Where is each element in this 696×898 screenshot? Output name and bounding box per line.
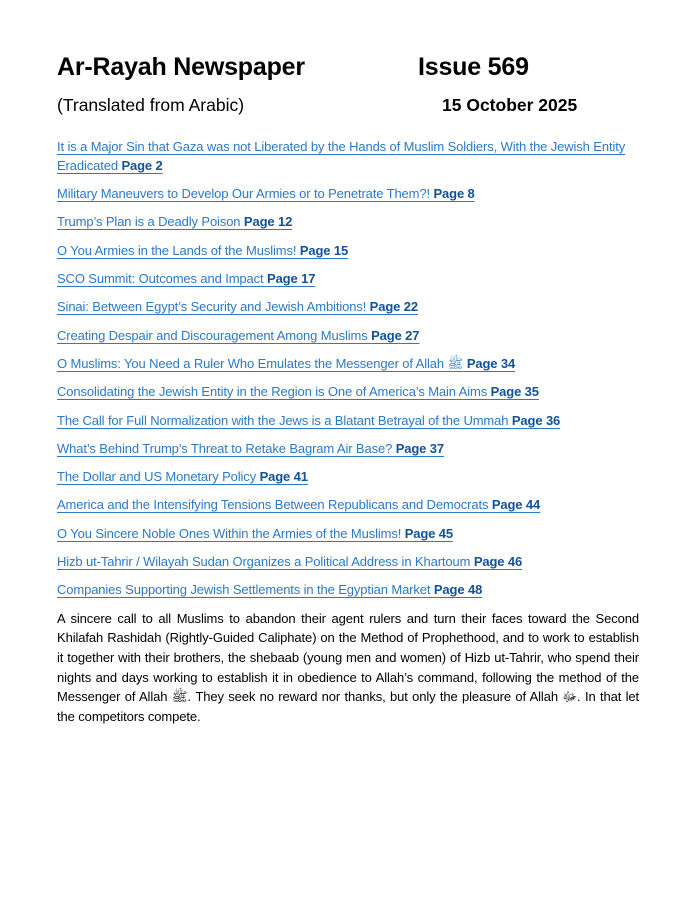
toc-link[interactable] [57, 467, 639, 486]
translation-note: (Translated from Arabic) [57, 95, 245, 116]
header-row-2 [57, 94, 639, 118]
toc-item-page: Page 17 [267, 271, 316, 287]
toc-item-title: SCO Summit: Outcomes and Impact [57, 271, 268, 287]
toc-link[interactable] [57, 354, 639, 373]
toc-item-page: Page 12 [243, 214, 293, 230]
toc-item-page: Page 46 [473, 554, 523, 570]
toc-item-title: Military Maneuvers to Develop Our Armies or to Penetrate Them?! [57, 186, 434, 202]
toc-link[interactable] [57, 326, 639, 345]
toc-link[interactable] [57, 524, 639, 543]
toc-item-title: The Dollar and US Monetary Policy [57, 469, 260, 485]
newspaper-title: Ar-Rayah Newspaper [57, 53, 305, 81]
toc-item-page: Page 41 [259, 469, 308, 485]
issue-number: Issue 569 [418, 53, 529, 81]
toc-link[interactable] [57, 184, 639, 203]
toc-item-page: Page 36 [511, 412, 561, 428]
toc-link[interactable] [57, 269, 639, 288]
toc-item-title: Trump’s Plan is a Deadly Poison [57, 214, 244, 230]
toc-item-page: Page 44 [491, 497, 541, 513]
toc-item-page: Page 2 [121, 157, 163, 173]
toc-link[interactable] [57, 580, 639, 599]
toc-link[interactable] [57, 439, 639, 458]
toc-item-page: Page 15 [299, 242, 349, 258]
toc-link[interactable] [57, 241, 639, 260]
toc-item-title: Companies Supporting Jewish Settlements in the Egyptian Market [57, 582, 434, 598]
toc-item-page: Page 48 [433, 582, 483, 598]
toc-link[interactable] [57, 137, 639, 175]
toc-item-title: It is a Major Sin that Gaza was not Liberated by the Hands of Muslim Soldiers, With the Jewish Entity Eradicated [57, 138, 626, 173]
toc-item-page: Page 22 [369, 299, 418, 315]
toc-item-title: O You Sincere Noble Ones Within the Armies of the Muslims! [57, 525, 405, 541]
toc-item-title: Consolidating the Jewish Entity in the Region is One of America’s Main Aims [57, 384, 491, 400]
toc-item-title: What’s Behind Trump’s Threat to Retake Bagram Air Base? [57, 440, 396, 456]
toc-item-title: Hizb ut-Tahrir / Wilayah Sudan Organizes a Political Address in Khartoum [57, 554, 474, 570]
toc-link[interactable] [57, 495, 639, 514]
toc-item-page: Page 27 [371, 327, 420, 343]
toc-item-title: America and the Intensifying Tensions Between Republicans and Democrats [57, 497, 492, 513]
toc-item-title: O You Armies in the Lands of the Muslims! [57, 242, 300, 258]
toc-link[interactable] [57, 212, 639, 231]
toc-item-title: O Muslims: You Need a Ruler Who Emulates the Messenger of Allah ﷺ [57, 355, 467, 371]
toc-link[interactable] [57, 552, 639, 571]
toc-item-page: Page 37 [395, 440, 444, 456]
toc-link[interactable] [57, 382, 639, 401]
toc-item-page: Page 34 [466, 355, 516, 371]
toc-item-page: Page 35 [490, 384, 539, 400]
issue-date: 15 October 2025 [442, 95, 578, 116]
toc-item-page: Page 8 [433, 186, 475, 202]
toc-item-title: Sinai: Between Egypt’s Security and Jewish Ambitions! [57, 299, 370, 315]
toc-item-page: Page 45 [404, 525, 454, 541]
toc-item-title: The Call for Full Normalization with the Jews is a Blatant Betrayal of the Ummah [57, 412, 512, 428]
closing-paragraph: A sincere call to all Muslims to abandon their agent rulers and turn their faces toward the Second Khilafah Rashidah (Rightly-Guided Caliphate) on the Method of Prophethood, and to work to establish it together with their brothers, the shebaab (young men and women) of Hizb ut-Tahrir, who spend their nights and days working to establish it in obedience to Allah’s command, following the method of the Messenger of Allah ﷺ. They seek no reward nor thanks, but only the pleasure of Allah ﷻ. In that let the competitors compete. [57, 610, 639, 725]
table-of-contents [57, 137, 639, 599]
toc-link[interactable] [57, 297, 639, 316]
header-row-1 [57, 52, 639, 83]
toc-item-title: Creating Despair and Discouragement Among Muslims [57, 327, 372, 343]
toc-link[interactable] [57, 411, 639, 430]
